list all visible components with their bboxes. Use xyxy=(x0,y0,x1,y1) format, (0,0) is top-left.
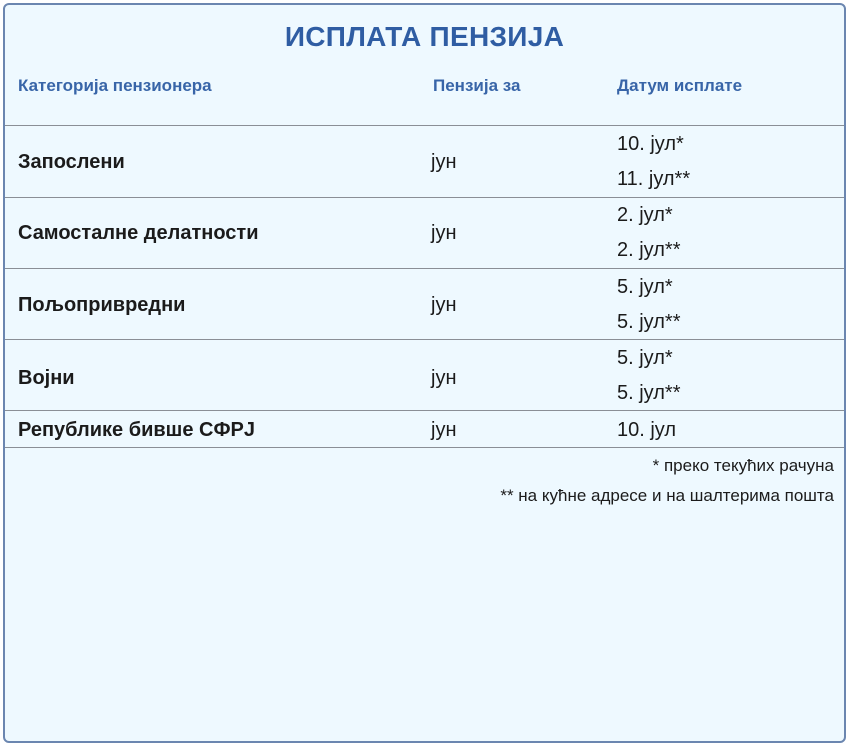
row-category: Пољопривредни xyxy=(18,294,186,316)
row-date: 11. јул** xyxy=(617,168,691,190)
divider xyxy=(5,268,844,269)
pension-payment-panel xyxy=(3,3,846,743)
header-month: Пензија за xyxy=(433,76,521,95)
row-month: јун xyxy=(431,222,457,244)
row-date: 5. јул** xyxy=(617,311,681,333)
row-category: Републике бивше СФРЈ xyxy=(18,419,255,441)
divider xyxy=(5,447,844,448)
divider xyxy=(5,410,844,411)
row-category: Војни xyxy=(18,367,75,389)
divider xyxy=(5,339,844,340)
row-category: Самосталне делатности xyxy=(18,222,259,244)
row-date: 2. јул** xyxy=(617,239,681,261)
page-title: ИСПЛАТА ПЕНЗИЈА xyxy=(284,21,565,52)
row-month: јун xyxy=(431,419,457,441)
divider xyxy=(5,125,844,126)
row-date: 5. јул* xyxy=(617,276,673,298)
row-date: 5. јул* xyxy=(617,347,673,369)
row-date: 5. јул** xyxy=(617,382,681,404)
row-month: јун xyxy=(431,367,457,389)
divider xyxy=(5,197,844,198)
footnote-home-delivery: ** на кућне адресе и на шалтерима пошта xyxy=(500,486,834,505)
row-month: јун xyxy=(431,151,457,173)
row-date: 10. јул* xyxy=(617,133,684,155)
header-category: Категорија пензионера xyxy=(18,76,212,95)
footnote-current-account: * преко текућих рачуна xyxy=(652,456,834,475)
row-month: јун xyxy=(431,294,457,316)
row-category: Запослени xyxy=(18,151,125,173)
row-date: 2. јул* xyxy=(617,204,673,226)
header-date: Датум исплате xyxy=(617,76,743,95)
row-date: 10. јул xyxy=(617,419,677,441)
